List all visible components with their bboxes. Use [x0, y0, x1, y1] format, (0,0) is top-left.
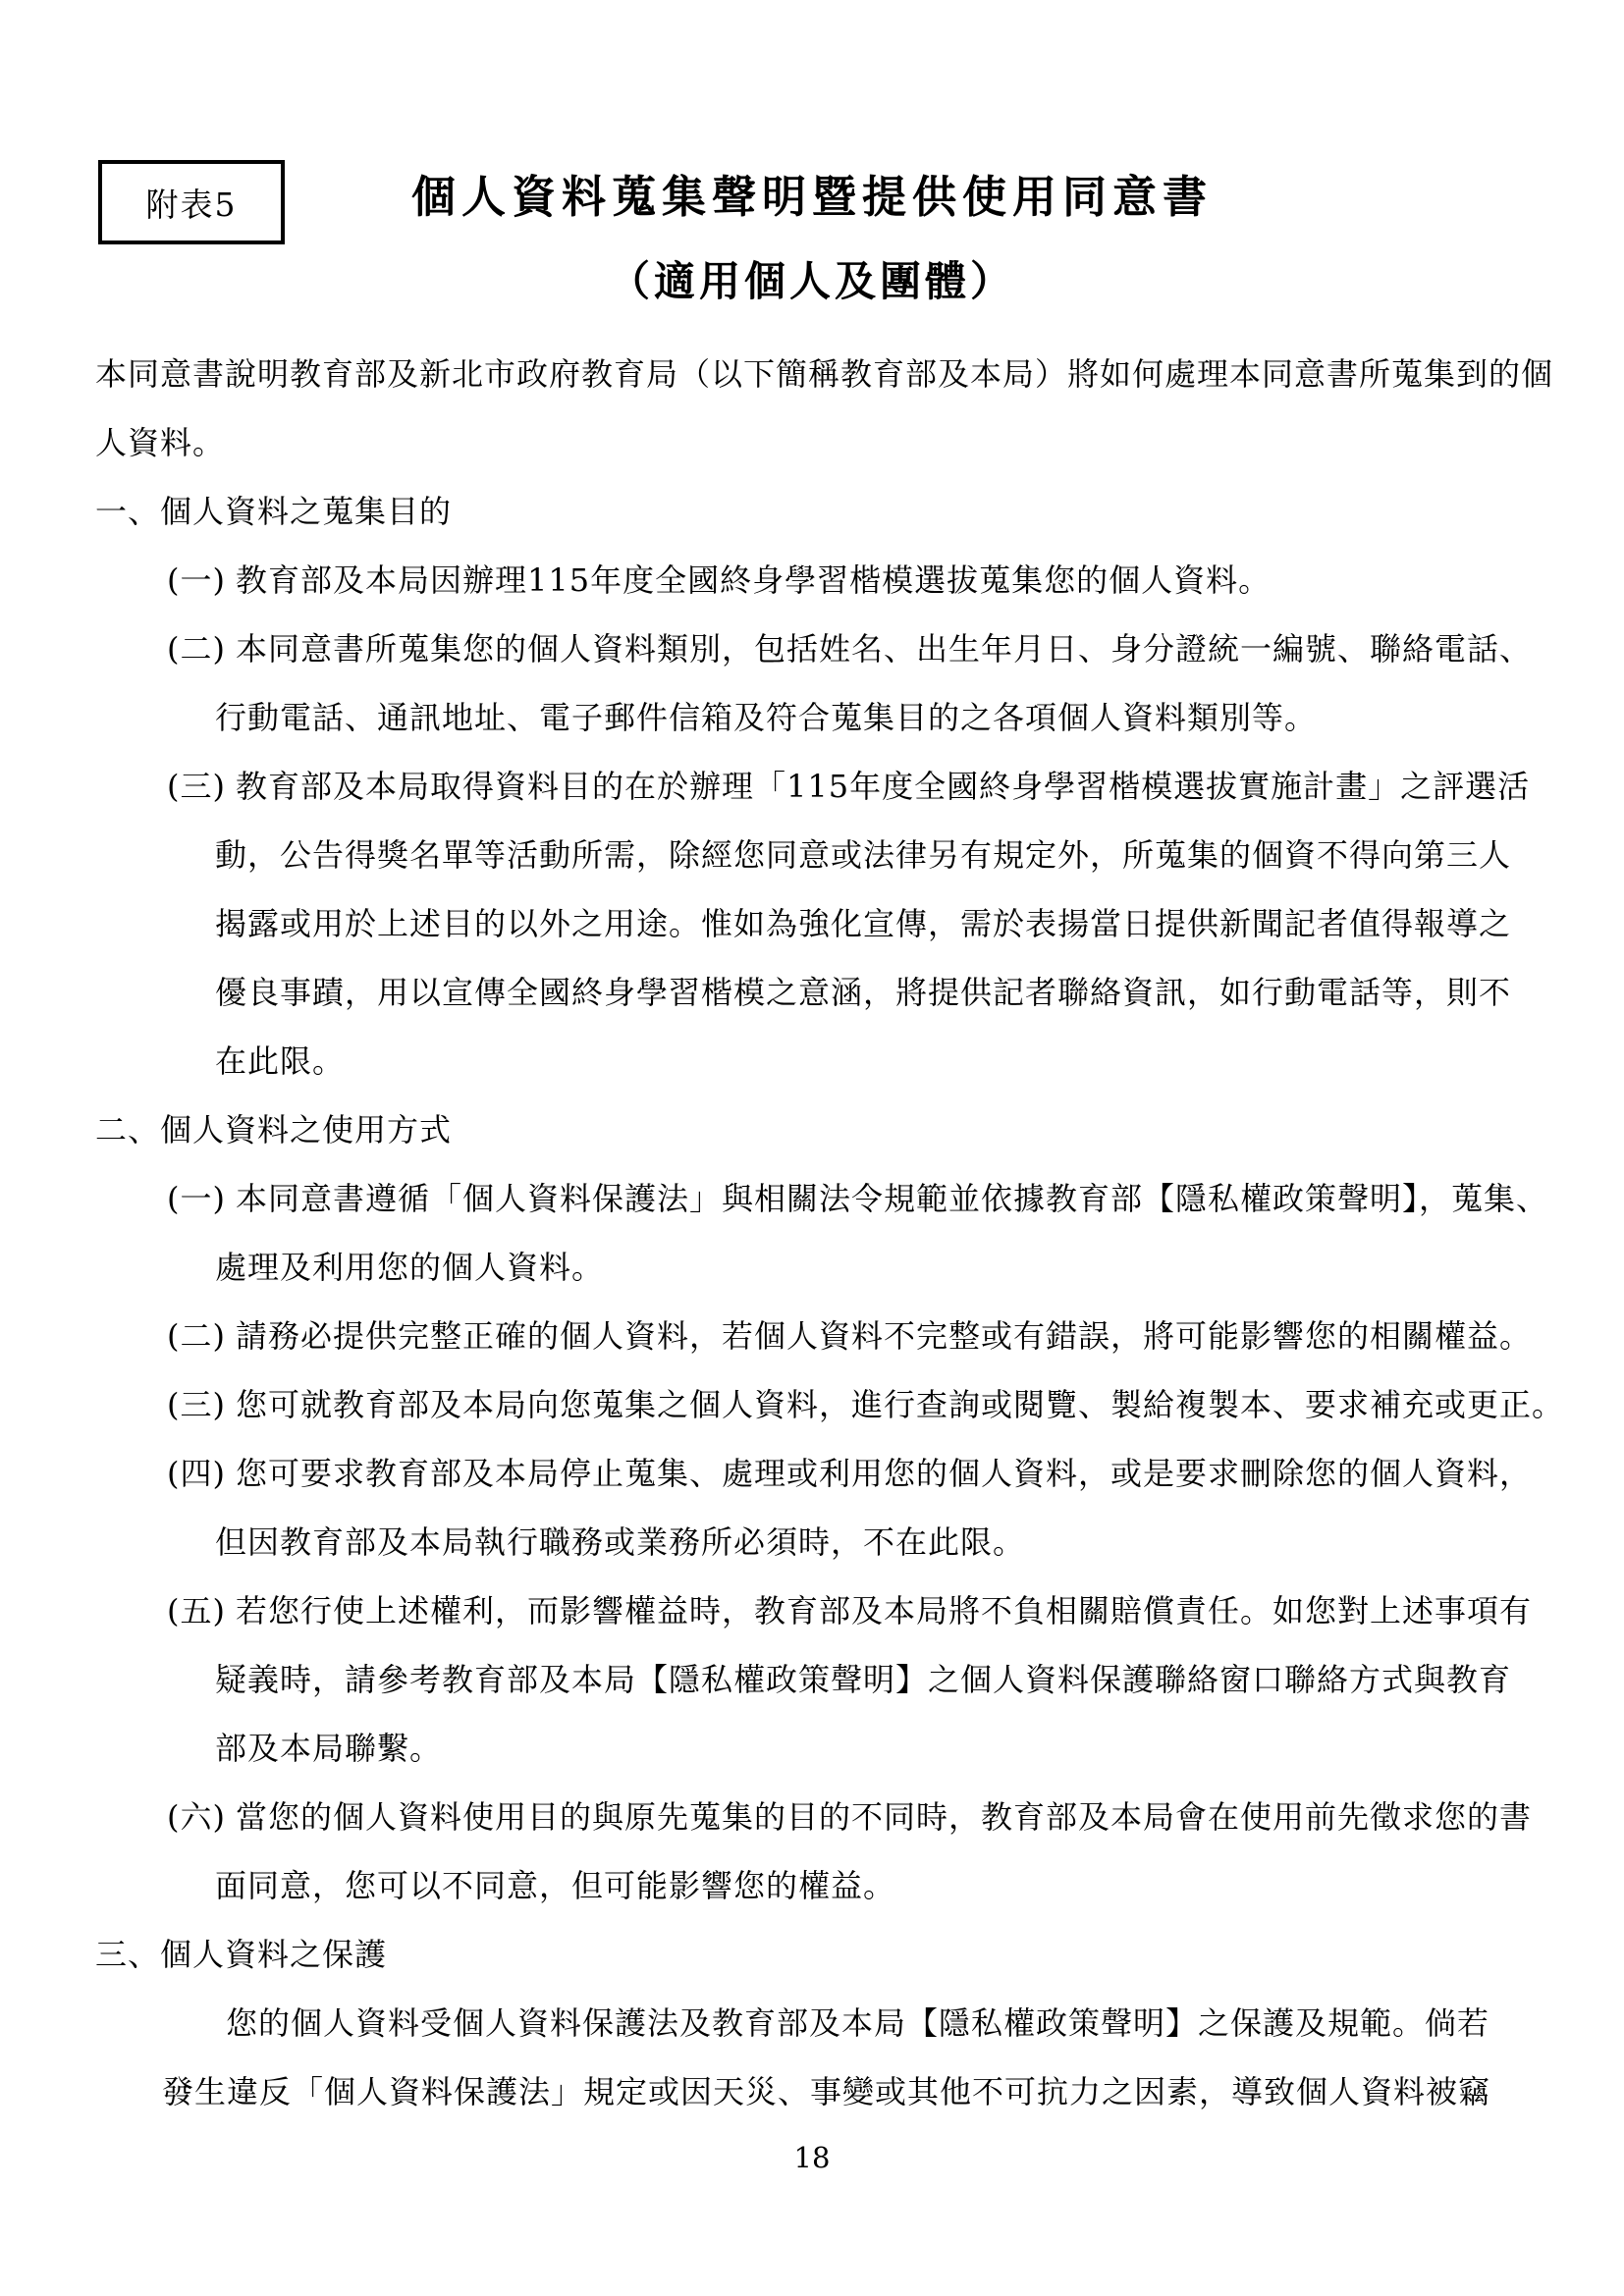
item-marker: (六)	[167, 1798, 226, 1836]
section-heading	[95, 1920, 1529, 1989]
line-text: 優良事蹟，用以宣傳全國終身學習楷模之意涵，將提供記者聯絡資訊，如行動電話等，則不	[215, 974, 1512, 1011]
item-marker: (五)	[167, 1592, 226, 1629]
line-text: 本同意書說明教育部及新北市政府教育局（以下簡稱教育部及本局）將如何處理本同意書所蒐集到的個	[95, 355, 1554, 393]
body-line	[95, 1439, 1532, 1508]
body-line	[95, 1164, 1548, 1233]
document-body	[0, 340, 1624, 2126]
line-text: 部及本局聯繫。	[215, 1730, 443, 1767]
line-text: 一、個人資料之蒐集目的	[95, 493, 453, 530]
body-line	[95, 752, 1529, 821]
body-line	[95, 683, 1529, 752]
item-marker: (四)	[167, 1455, 226, 1492]
document-subtitle: （適用個人及團體）	[608, 257, 1015, 305]
body-line	[95, 1989, 1529, 2057]
body-line	[95, 1370, 1564, 1439]
body-line	[95, 1508, 1529, 1576]
line-text: 當您的個人資料使用目的與原先蒐集的目的不同時，教育部及本局會在使用前先徵求您的書	[235, 1798, 1532, 1836]
body-line	[95, 1576, 1532, 1645]
body-line	[95, 340, 1554, 408]
body-line	[95, 1645, 1529, 1714]
section-heading	[95, 477, 1529, 546]
body-line	[95, 1714, 1529, 1783]
line-text: 動，公告得獎名單等活動所需，除經您同意或法律另有規定外，所蒐集的個資不得向第三人	[215, 836, 1512, 874]
line-text: 您可就教育部及本局向您蒐集之個人資料，進行查詢或閱覽、製給複製本、要求補充或更正。	[235, 1386, 1564, 1423]
body-line	[95, 2057, 1529, 2126]
line-text: 您的個人資料受個人資料保護法及教育部及本局【隱私權政策聲明】之保護及規範。倘若	[226, 2004, 1490, 2042]
line-text: 教育部及本局因辦理115年度全國終身學習楷模選拔蒐集您的個人資料。	[235, 561, 1272, 599]
body-line	[95, 1027, 1529, 1095]
line-text: 在此限。	[215, 1042, 346, 1080]
body-line	[95, 958, 1529, 1027]
body-line	[95, 1233, 1529, 1302]
item-marker: (三)	[167, 1386, 226, 1423]
line-text: 三、個人資料之保護	[95, 1936, 388, 1973]
line-text: 本同意書所蒐集您的個人資料類別，包括姓名、出生年月日、身分證統一編號、聯絡電話、	[235, 630, 1532, 667]
section-heading	[95, 1095, 1529, 1164]
line-text: 發生違反「個人資料保護法」規定或因天災、事變或其他不可抗力之因素，導致個人資料被竊	[162, 2073, 1491, 2110]
line-text: 面同意，您可以不同意，但可能影響您的權益。	[215, 1867, 896, 1904]
item-marker: (一)	[167, 1180, 226, 1217]
document-title: 個人資料蒐集聲明暨提供使用同意書	[410, 171, 1213, 223]
item-marker: (二)	[167, 630, 226, 667]
item-marker: (一)	[167, 561, 226, 599]
item-marker: (三)	[167, 768, 226, 805]
appendix-label-box	[98, 160, 285, 244]
line-text: 但因教育部及本局執行職務或業務所必須時，不在此限。	[215, 1523, 1026, 1561]
body-line	[95, 408, 1529, 477]
body-line	[95, 889, 1529, 958]
line-text: 人資料。	[95, 424, 226, 461]
body-line	[95, 1783, 1532, 1851]
line-text: 您可要求教育部及本局停止蒐集、處理或利用您的個人資料，或是要求刪除您的個人資料，	[235, 1455, 1532, 1492]
body-line	[95, 821, 1529, 889]
line-text: 請務必提供完整正確的個人資料，若個人資料不完整或有錯誤，將可能影響您的相關權益。	[235, 1317, 1532, 1355]
line-text: 處理及利用您的個人資料。	[215, 1249, 605, 1286]
appendix-label: 附表5	[145, 185, 238, 224]
body-line	[95, 614, 1532, 683]
body-line	[95, 1851, 1529, 1920]
line-text: 揭露或用於上述目的以外之用途。惟如為強化宣傳，需於表揚當日提供新聞記者值得報導之	[215, 905, 1512, 942]
line-text: 二、個人資料之使用方式	[95, 1111, 453, 1148]
line-text: 疑義時，請參考教育部及本局【隱私權政策聲明】之個人資料保護聯絡窗口聯絡方式與教育	[215, 1661, 1512, 1698]
line-text: 若您行使上述權利，而影響權益時，教育部及本局將不負相關賠償責任。如您對上述事項有	[235, 1592, 1532, 1629]
line-text: 行動電話、通訊地址、電子郵件信箱及符合蒐集目的之各項個人資料類別等。	[215, 699, 1318, 736]
body-line	[95, 546, 1529, 614]
page-number: 18	[793, 2141, 831, 2174]
line-text: 本同意書遵循「個人資料保護法」與相關法令規範並依據教育部【隱私權政策聲明】，蒐集、	[235, 1180, 1548, 1217]
item-marker: (二)	[167, 1317, 226, 1355]
line-text: 教育部及本局取得資料目的在於辦理「115年度全國終身學習楷模選拔實施計畫」之評選活	[235, 768, 1531, 805]
body-line	[95, 1302, 1532, 1370]
